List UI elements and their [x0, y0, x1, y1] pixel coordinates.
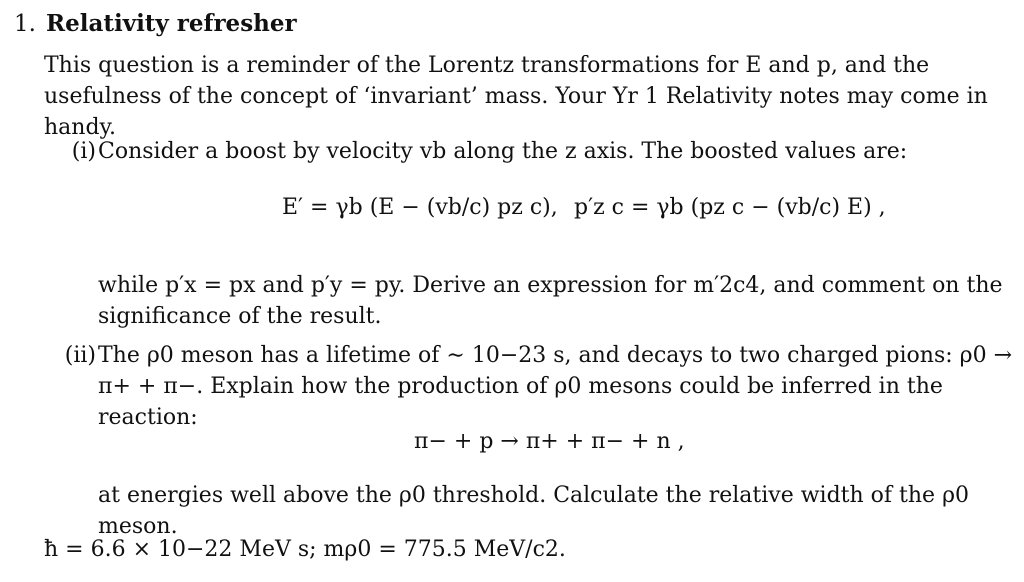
intro-paragraph: This question is a reminder of the Lorentz transformations for E and p, and the usefulness of the concept of ‘invariant’ mass. Your Yr 1 Relativity notes may come in handy. [44, 53, 988, 141]
part-i [52, 136, 1012, 167]
lorentz-energy-equation [282, 192, 558, 223]
eq1-text: E′ = γb (E − (vb/c) pz c), [282, 195, 558, 220]
part-i-label: (i) [71, 139, 96, 164]
part-ii-text: The ρ0 meson has a lifetime of ∼ 10−23 s, and decays to two charged pions: ρ0 → π+ + π−. Explain how the production of ρ0 mesons could be inferred in the reaction: [98, 343, 1013, 431]
constants-line: ħ = 6.6 × 10−22 MeV s; mρ0 = 775.5 MeV/c2. [44, 537, 566, 562]
part-i-continuation [52, 270, 1012, 332]
part-ii-text2: at energies well above the ρ0 threshold. Calculate the relative width of the ρ0 meson. [98, 483, 969, 540]
question-heading [14, 8, 297, 41]
question-title: Relativity refresher [45, 10, 297, 37]
reaction-equation: π− + p → π+ + π− + n , [414, 429, 685, 454]
part-i-text: Consider a boost by velocity vb along the z axis. The boosted values are: [98, 139, 908, 164]
part-ii-label: (ii) [64, 343, 96, 368]
part-ii [52, 340, 1012, 434]
part-i-text2: while p′x = px and p′y = py. Derive an expression for m′2c4, and comment on the significance of the result. [98, 273, 1003, 330]
lorentz-momentum-equation [574, 192, 886, 223]
question-number: 1. [14, 11, 36, 37]
eq2-text: p′z c = γb (pz c − (vb/c) E) , [574, 195, 886, 220]
